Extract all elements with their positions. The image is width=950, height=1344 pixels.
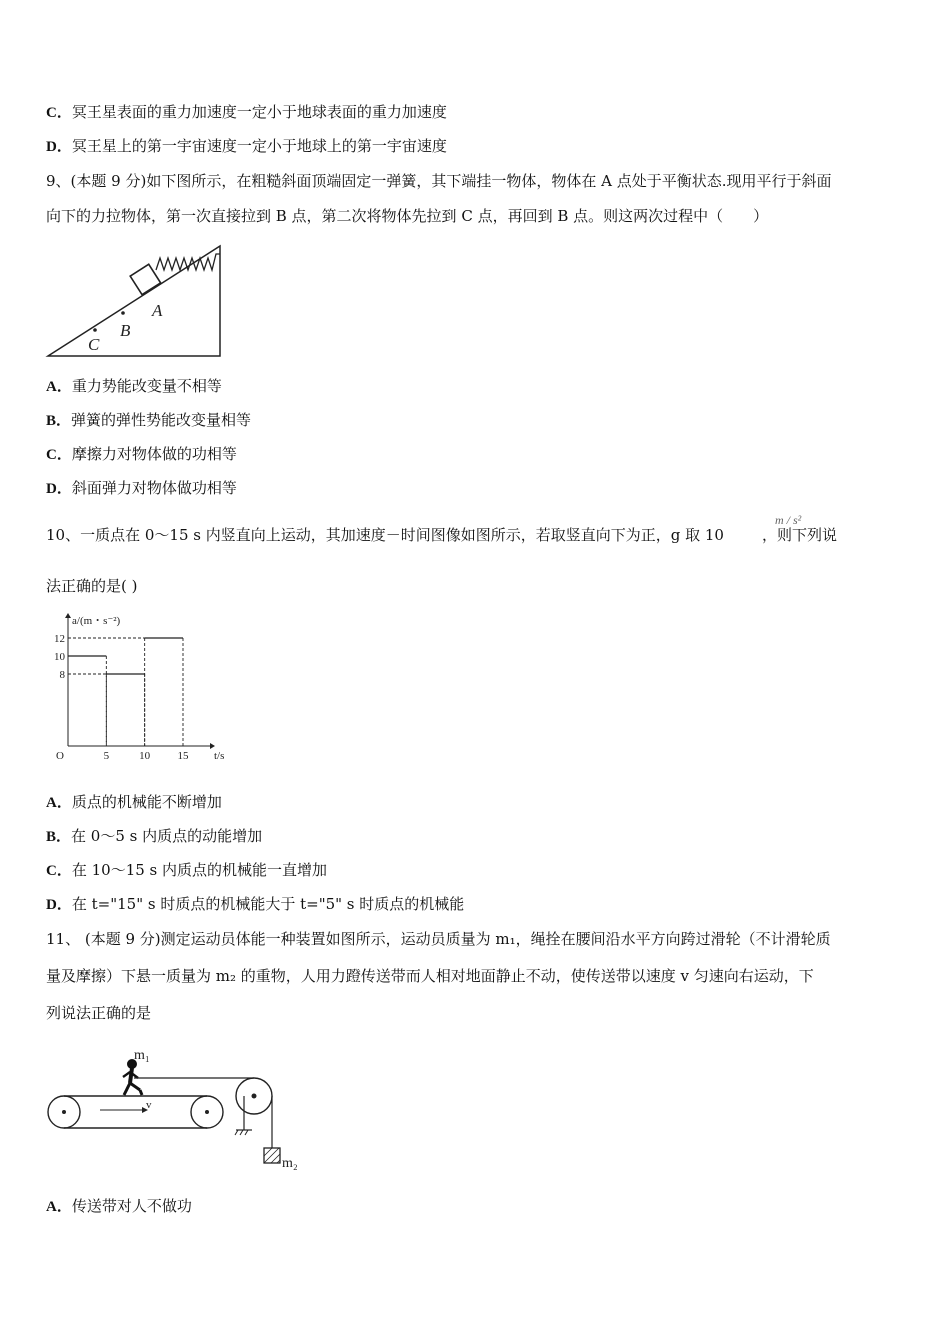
acceleration-unit: m / s²: [775, 513, 802, 527]
label-b: B: [120, 321, 131, 340]
q9-stem-line-1: 9、(本题 9 分)如下图所示，在粗糙斜面顶端固定一弹簧，其下端挂一物体，物体在 A 点处于平衡状态.现用平行于斜面: [46, 172, 832, 190]
runner-icon: [123, 1060, 142, 1096]
q10-option-d: [46, 894, 464, 915]
x-axis-label: t/s: [214, 750, 225, 762]
velocity-label: v: [146, 1099, 152, 1111]
q9-option-a: [46, 376, 222, 397]
q10-option-b: [46, 826, 262, 847]
q11-stem-line-2: 量及摩擦）下悬一质量为 m₂ 的重物，人用力蹬传送带而人相对地面静止不动，使传送带以速度 v 匀速向右运动，下: [46, 967, 814, 985]
q8-option-d: [46, 136, 447, 157]
option-text: 弹簧的弹性势能改变量相等: [71, 411, 252, 429]
option-letter: A．: [46, 795, 72, 811]
q11-option-a: [46, 1196, 192, 1217]
option-text: 在 t="15" s 时质点的机械能大于 t="5" s 时质点的机械能: [71, 895, 465, 913]
origin-label: O: [56, 750, 64, 762]
m1-label: m₁: [134, 1048, 150, 1063]
q9-incline-figure: [44, 236, 226, 362]
incline-triangle: [48, 246, 220, 356]
incline-diagram: [44, 236, 226, 362]
y-tick-label: 10: [54, 651, 65, 663]
y-axis-label: a/(m・s⁻²): [72, 615, 121, 627]
right-roller-axle: [205, 1110, 209, 1114]
x-axis-arrowhead: [210, 743, 215, 749]
y-tick-label: 12: [54, 633, 65, 645]
x-tick-label: 10: [139, 750, 151, 762]
q8-option-c: [46, 102, 447, 123]
option-text: 在 10～15 s 内质点的机械能一直增加: [71, 861, 328, 879]
q10-option-a: [46, 792, 222, 813]
pulley-axle: [252, 1094, 257, 1099]
m2-label: m₂: [282, 1156, 298, 1171]
acceleration-time-chart: [44, 610, 225, 762]
q10-stem-text: 10、一质点在 0～15 s 内竖直向上运动，其加速度－时间图像如图所示，若取竖直向下为正，g 取 10: [46, 526, 724, 544]
q10-stem-end: ，则下列说: [761, 526, 837, 544]
option-text: 传送带对人不做功: [71, 1197, 192, 1215]
label-a: A: [152, 301, 163, 320]
q11-stem-line-3: 列说法正确的是: [46, 1004, 152, 1022]
option-text: 质点的机械能不断增加: [71, 793, 222, 811]
point-b-dot: [121, 311, 125, 315]
y-axis-arrowhead: [65, 613, 71, 618]
q11-conveyor-figure: [44, 1040, 304, 1175]
option-text: 摩擦力对物体做的功相等: [71, 445, 237, 463]
option-text: 在 0～5 s 内质点的动能增加: [71, 827, 263, 845]
q10-stem-line-2: 法正确的是( ): [46, 577, 138, 595]
option-letter: C．: [46, 863, 72, 879]
q10-stem-line-1: [46, 525, 837, 545]
q11-stem-line-1: 11、 (本题 9 分)测定运动员体能一种装置如图所示，运动员质量为 m₁，绳拴在腰间沿水平方向跨过滑轮（不计滑轮质: [46, 930, 831, 948]
conveyor-diagram: [44, 1040, 304, 1175]
x-tick-label: 15: [177, 750, 189, 762]
hanging-weight: [264, 1148, 280, 1163]
option-letter: C．: [46, 105, 72, 121]
spring-icon: [156, 254, 220, 270]
x-tick-label: 5: [103, 750, 110, 762]
left-roller-axle: [62, 1110, 66, 1114]
option-text: 冥王星表面的重力加速度一定小于地球表面的重力加速度: [71, 103, 447, 121]
point-c-dot: [93, 328, 97, 332]
option-letter: C．: [46, 447, 72, 463]
q9-option-b: [46, 410, 251, 431]
label-c: C: [88, 335, 100, 354]
option-text: 冥王星上的第一宇宙速度一定小于地球上的第一宇宙速度: [71, 137, 447, 155]
q9-option-d: [46, 478, 237, 499]
q10-option-c: [46, 860, 327, 881]
option-letter: D．: [46, 139, 72, 155]
option-letter: D．: [46, 897, 72, 913]
q9-option-c: [46, 444, 237, 465]
option-text: 重力势能改变量不相等: [71, 377, 222, 395]
q10-chart: [44, 610, 225, 762]
q9-stem-line-2: 向下的力拉物体，第一次直接拉到 B 点，第二次将物体先拉到 C 点，再回到 B 点。则这两次过程中（ ）: [46, 207, 769, 225]
y-tick-label: 8: [59, 669, 65, 681]
option-letter: A．: [46, 379, 72, 395]
option-letter: B．: [46, 829, 72, 845]
option-letter: B．: [46, 413, 72, 429]
option-letter: A．: [46, 1199, 72, 1215]
option-letter: D．: [46, 481, 72, 497]
option-text: 斜面弹力对物体做功相等: [71, 479, 237, 497]
